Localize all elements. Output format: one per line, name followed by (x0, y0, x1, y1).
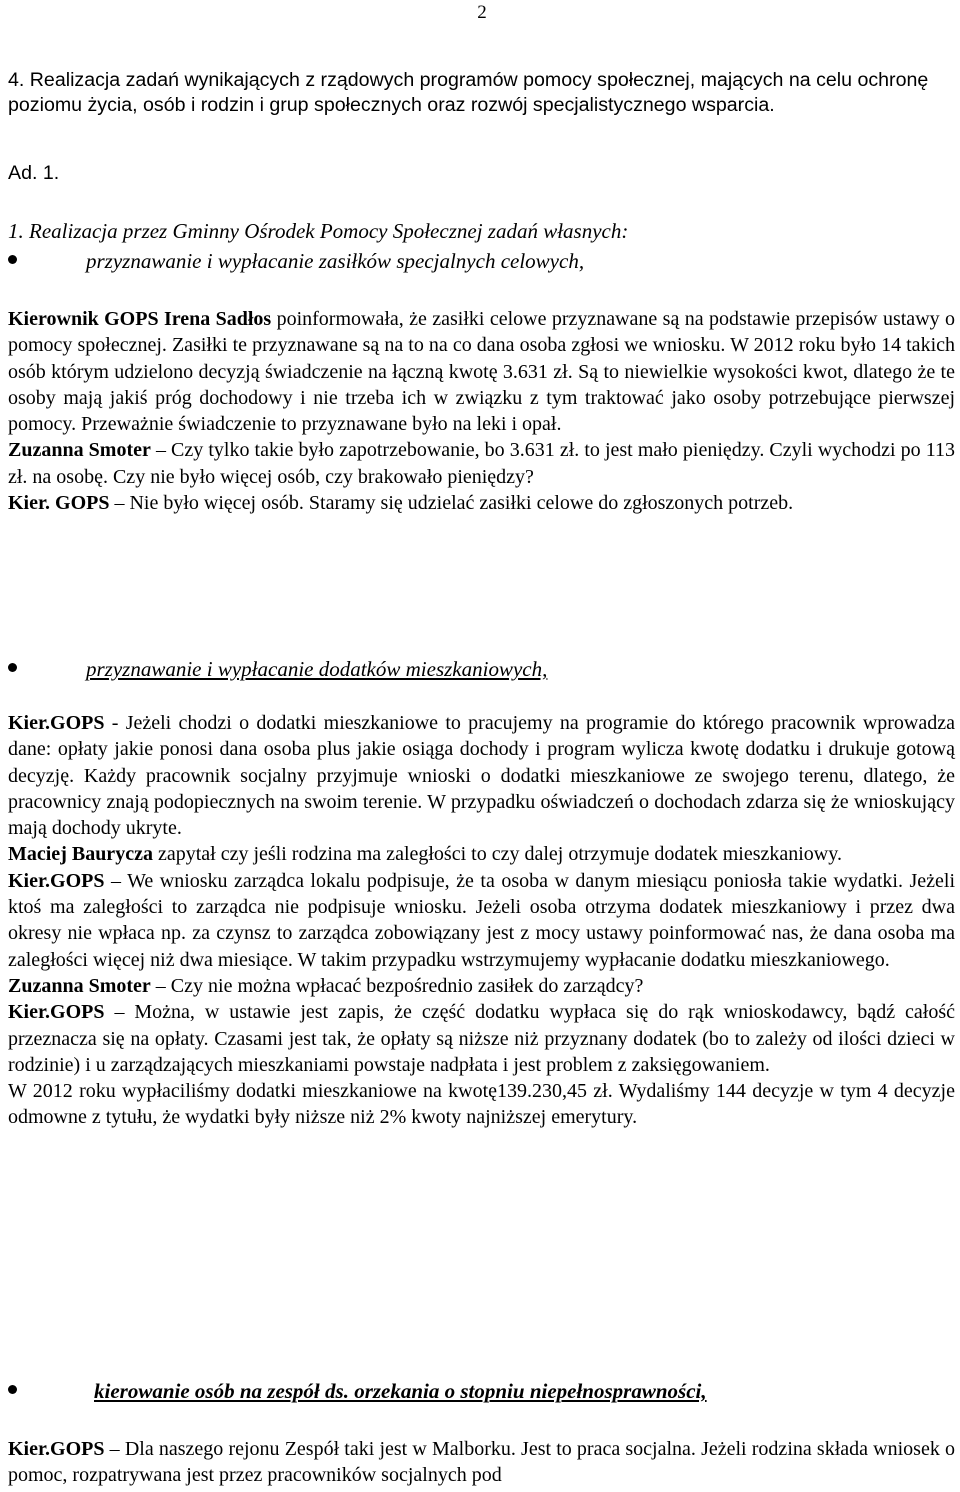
speaker-name: Kier.GOPS (8, 712, 105, 734)
speaker-name: Zuzanna Smoter (8, 439, 151, 462)
paragraph-text: – Można, w ustawie jest zapis, że część dodatku wypłaca się do rąk wnioskodawcy, bądź całość przeznacza się na opłaty. Czasami jest tak, że opłaty są niższe niż przyznany dodatek (bo to zależy od ilości dzieci w rodzinie) i u zarządzających mieszkaniami powstaje nadpłata i jest problem z zaksięgowaniem. (8, 1001, 955, 1076)
paragraph (8, 490, 955, 516)
paragraph-text: – Dla naszego rejonu Zespół taki jest w Malborku. Jest to praca socjalna. Jeżeli rodzina składa wniosek o pomoc, rozpatrywana jest przez pracowników socjalnych pod (8, 1438, 955, 1487)
paragraph-text: – We wniosku zarządca lokalu podpisuje, że ta osoba w danym miesiącu poniosła takie wydatki. Jeżeli ktoś ma zaległości to zarządca nie podpisuje wniosku. Jeżeli osoba otrzyma dodatek mieszkaniowy i przez dwa okresy nie wpłaca np. za czynsz to zarządca zobowiązany jest z mocy ustawy poinformować nas, że dana osoba ma zaległości więcej niż dwa miesiące. W takim przypadku wstrzymujemy wypłacanie dodatku mieszkaniowego. (8, 869, 955, 971)
paragraph (8, 973, 955, 999)
speaker-name: Kier.GOPS (8, 1438, 105, 1460)
paragraph-text: – Czy nie można wpłacać bezpośrednio zasiłek do zarządcy? (150, 974, 644, 997)
bullet-text: przyznawanie i wypłacanie dodatków mieszkaniowych, (86, 657, 548, 681)
ad-label: Ad. 1. (8, 162, 60, 184)
paragraph-text: poinformowała, że zasiłki celowe przyznawane są na podstawie przepisów ustawy o pomocy społecznej. Zasiłki te przyznawane są na to na co dana osoba zgłosi we wniosku. W 2012 roku było 14 takich osób którym udzielono decyzją świadczenie na łączną kwotę 3.631 zł. Są to niewielkie wysokości kwot, dlatego że te osoby mają jakiś próg dochodowy i nie trzeba ich w związku z tym traktować jako osoby potrzebujące pierwszej pomocy. Przeważnie świadczenie to przyznawane było na leki i opał. (8, 308, 955, 436)
paragraph (8, 999, 955, 1078)
bullet-text: kierowanie osób na zespół ds. orzekania o stopniu niepełnosprawności, (94, 1379, 707, 1403)
speaker-name: Maciej Baurycza (8, 843, 153, 866)
paragraph (8, 1436, 955, 1489)
speaker-name: Kier.GOPS (8, 869, 105, 892)
paragraph (8, 437, 955, 490)
paragraph (8, 710, 955, 841)
paragraph (8, 1078, 955, 1131)
speaker-name: Zuzanna Smoter (8, 974, 151, 997)
page-number: 2 (477, 2, 487, 23)
paragraph (8, 306, 955, 437)
paragraph (8, 868, 955, 973)
paragraph (8, 841, 955, 867)
subheading: 1. Realizacja przez Gminny Ośrodek Pomocy Społecznej zadań własnych: (8, 219, 629, 243)
speaker-name: Kier. GOPS (8, 492, 110, 515)
paragraph-text: W 2012 roku wypłaciliśmy dodatki mieszkaniowe na kwotę139.230,45 zł. Wydaliśmy 144 decyzje w tym 4 decyzje odmowne z tytułu, że wydatki były niższe niż 2% kwoty najniższej emerytury. (8, 1080, 955, 1129)
section-1-body (8, 306, 955, 516)
paragraph-text: - Jeżeli chodzi o dodatki mieszkaniowe to pracujemy na programie do którego pracownik wprowadza dane: opłaty jakie ponosi dana osoba plus jakie osiąga dochody i program wylicza kwotę dodatku i drukuje gotową decyzję. Każdy pracownik socjalny przyjmuje wnioski o dodatki mieszkaniowe ze swojego terenu, dlatego, że pracownicy znają podopiecznych na swoim terenie. W przypadku oświadczeń o dochodach zdarza się że wnioskujący mają dochody ukryte. (8, 712, 955, 840)
section-3-body (8, 1436, 955, 1489)
section-2-body (8, 710, 955, 1131)
paragraph-text: zapytał czy jeśli rodzina ma zaległości to czy dalej otrzymuje dodatek mieszkaniowy. (152, 843, 842, 866)
speaker-name: Kier.GOPS (8, 1001, 105, 1024)
paragraph-text: – Czy tylko takie było zapotrzebowanie, bo 3.631 zł. to jest mało pieniędzy. Czyli wychodzi po 113 zł. na osobę. Czy nie było więcej osób, czy brakowało pieniędzy? (8, 439, 955, 488)
bullet-dot-icon (8, 663, 17, 672)
bullet-text: przyznawanie i wypłacanie zasiłków specjalnych celowych, (86, 249, 585, 273)
speaker-name: Kierownik GOPS Irena Sadłos (8, 308, 272, 330)
bullet-dot-icon (8, 1385, 17, 1394)
section-heading: 4. Realizacja zadań wynikających z rządowych programów pomocy społecznej, mających na celu ochronę poziomu życia, osób i rodzin i grup społecznych oraz rozwój specjalistycznego wsparcia. (8, 69, 929, 116)
bullet-dot-icon (8, 255, 17, 264)
paragraph-text: – Nie było więcej osób. Staramy się udzielać zasiłki celowe do zgłoszonych potrzeb. (109, 492, 794, 515)
